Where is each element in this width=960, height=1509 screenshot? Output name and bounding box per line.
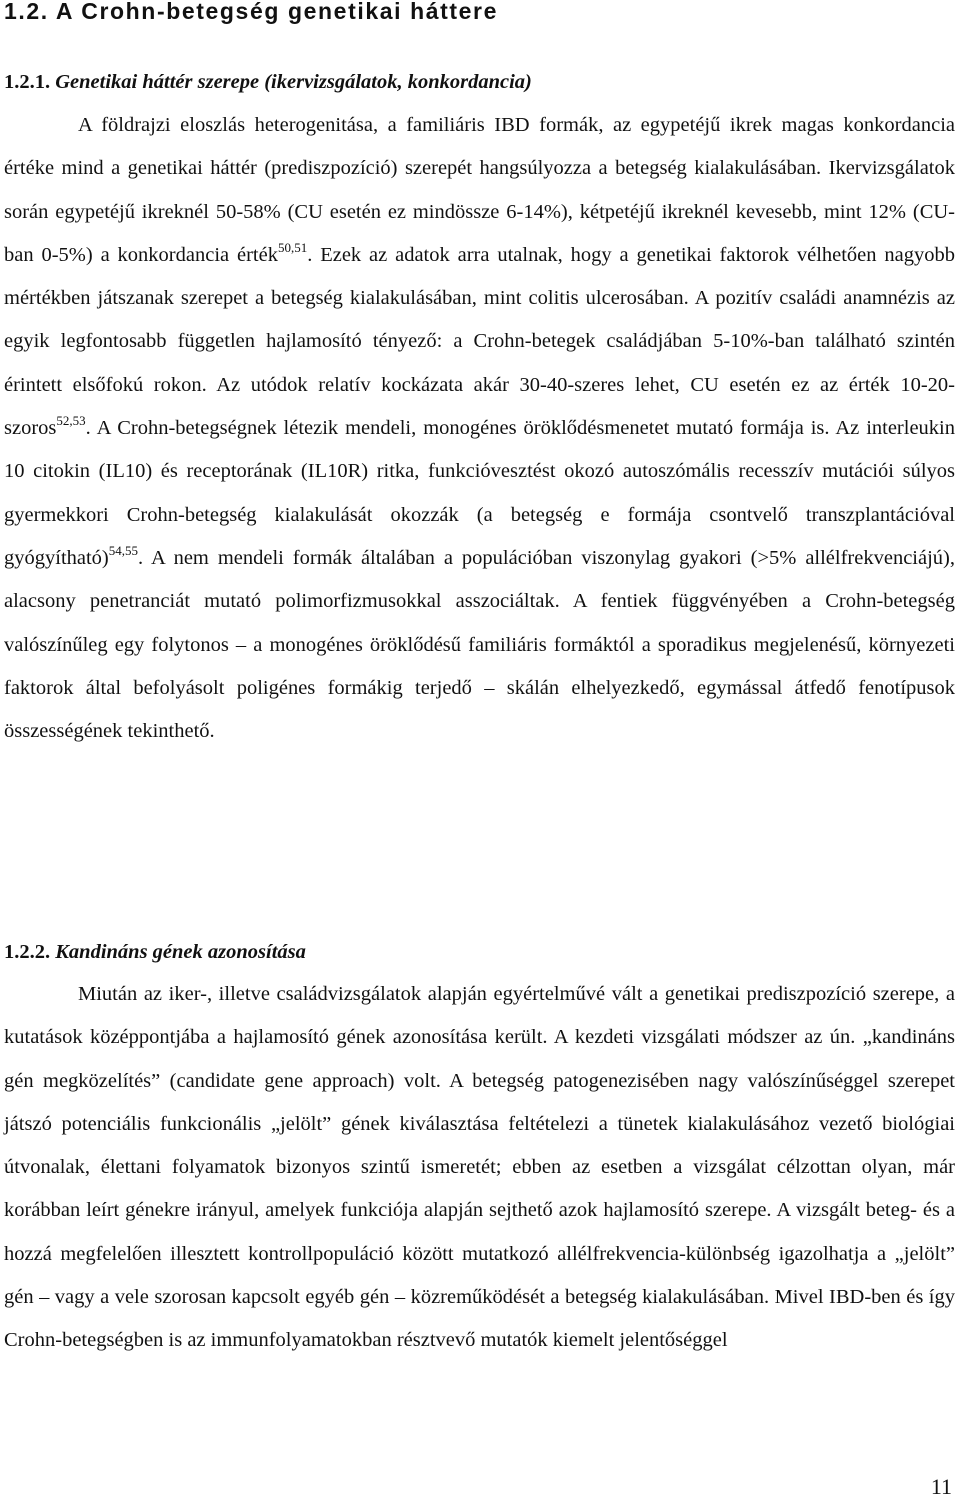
citation-ref: 50,51	[277, 239, 308, 255]
page-number: 11	[930, 1474, 952, 1499]
subsection-number-2: 1.2.2.	[4, 941, 51, 963]
section-number: 1.2.	[4, 0, 49, 24]
subsection-title-1: Genetikai háttér szerepe (ikervizsgálatok, konkordancia)	[55, 71, 532, 93]
paragraph-text-3: . A Crohn-betegségnek létezik mendeli, monogénes öröklődésmenetet mutató formája is. Az interleukin 10 citokin (IL10) és receptorának (IL10R) ritka, funkcióvesztést okozó autoszómális recesszív mutációi súlyos gyermekkori Crohn-betegség kialakulását okozzák (a betegség e formája csontvelő transzplantációval gyógyítható)	[4, 417, 955, 569]
subsection-heading-2	[4, 938, 306, 966]
section-title: A Crohn-betegség genetikai háttere	[55, 0, 498, 24]
paragraph-genetic-background	[4, 104, 955, 753]
citation-ref: 52,53	[56, 413, 86, 429]
subsection-title-2: Kandináns gének azonosítása	[55, 941, 306, 963]
paragraph-text-2: . Ezek az adatok arra utalnak, hogy a genetikai faktorok vélhetően nagyobb mértékben játszanak szerepet a betegség kialakulásában, mint colitis ulcerosában. A pozitív családi anamnézis az egyik legfontosabb független hajlamosító tényező: a Crohn-betegek családjában 5-10%-ban található szintén érintett elsőfokú rokon. Az utódok relatív kockázata akár 30-40-szeres lehet, CU esetén ez az érték 10-20-szoros	[4, 243, 955, 440]
subsection-heading-1	[4, 68, 532, 96]
paragraph-candidate-genes: Miután az iker-, illetve családvizsgálatok alapján egyértelművé vált a genetikai prediszpozíció szerepe, a kutatások középpontjába a hajlamosító gének azonosítása került. A kezdeti vizsgálati módszer az ún. „kandináns gén megközelítés” (candidate gene approach) volt. A betegség patogenezisében nagy valószínűséggel szerepet játszó potenciális funkcionális „jelölt” gének kiválasztása feltételezi a tünetek kialakulásához vezető biológiai útvonalak, élettani folyamatok bizonyos szintű ismeretét; ebben az esetben a vizsgálat célzottan olyan, már korábban leírt génekre irányul, amelyek funkciója alapján sejthető azok hajlamosító szerepe. A vizsgált beteg- és a hozzá megfelelően illesztett kontrollpopuláció között mutatkozó allélfrekvencia-különbség igazolhatja a „jelölt” gén – vagy a vele szorosan kapcsolt egyéb gén – közreműködését a betegség kialakulásában. Mivel IBD-ben és így Crohn-betegségben is az immunfolyamatokban résztvevő mutatók kiemelt jelentőséggel	[4, 983, 955, 1352]
subsection-number-1: 1.2.1.	[4, 71, 51, 93]
paragraph-text-4: . A nem mendeli formák általában a populációban viszonylag gyakori (>5% allélfrekvenciájú), alacsony penetranciát mutató polimorfizmusokkal asszociáltak. A fentiek függvényében a Crohn-betegség valószínűleg egy folytonos – a monogénes öröklődésű familiáris formáktól a sporadikus megjelenésű, környezeti faktorok által befolyásolt poligénes formákig terjedő – skálán elhelyezkedő, egymással átfedő fenotípusok összességének tekinthető.	[4, 546, 955, 743]
paragraph-text-1: A földrajzi eloszlás heterogenitása, a familiáris IBD formák, az egypetéjű ikrek magas konkordancia értéke mind a genetikai háttér (prediszpozíció) szerepét hangsúlyozza a betegség kialakulásában. Ikervizsgálatok során egypetéjű ikreknél 50-58% (CU esetén ez mindössze 6-14%), kétpetéjű ikreknél kevesebb, mint 12% (CU-ban 0-5%) a konkordancia érték	[4, 114, 955, 266]
section-heading	[4, 0, 498, 25]
citation-ref: 54,55	[108, 542, 139, 558]
